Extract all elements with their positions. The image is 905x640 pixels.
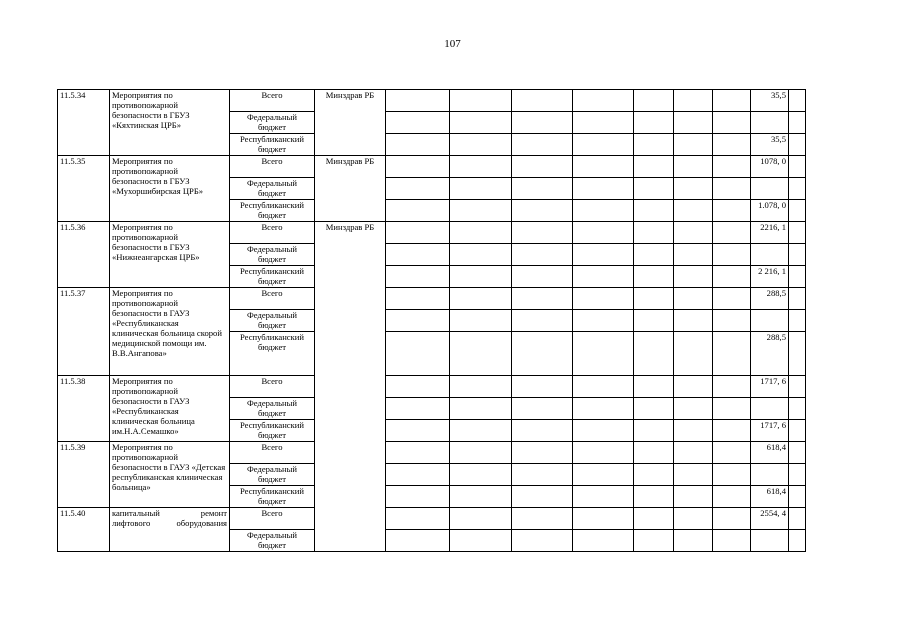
empty-cell <box>674 266 713 288</box>
empty-cell <box>674 530 713 552</box>
empty-cell <box>450 200 512 222</box>
empty-cell <box>450 266 512 288</box>
empty-cell <box>386 310 450 332</box>
empty-cell <box>713 200 751 222</box>
empty-cell <box>789 266 806 288</box>
value-cell <box>751 112 789 134</box>
row-code: 11.5.34 <box>58 90 110 156</box>
empty-cell <box>789 420 806 442</box>
empty-cell <box>713 90 751 112</box>
funding-source: Республиканский бюджет <box>230 266 315 288</box>
funding-source: Всего <box>230 376 315 398</box>
value-cell <box>751 464 789 486</box>
empty-cell <box>512 420 573 442</box>
row-code: 11.5.40 <box>58 508 110 552</box>
empty-cell <box>713 288 751 310</box>
table-row <box>58 222 806 244</box>
executor: Минздрав РБ <box>315 90 386 156</box>
funding-source: Республиканский бюджет <box>230 134 315 156</box>
funding-source: Республиканский бюджет <box>230 486 315 508</box>
value-cell: 1.078, 0 <box>751 200 789 222</box>
empty-cell <box>674 310 713 332</box>
value-cell: 35,5 <box>751 90 789 112</box>
empty-cell <box>674 332 713 376</box>
empty-cell <box>386 376 450 398</box>
empty-cell <box>573 244 634 266</box>
empty-cell <box>573 266 634 288</box>
empty-cell <box>573 200 634 222</box>
value-cell: 2554, 4 <box>751 508 789 530</box>
empty-cell <box>713 222 751 244</box>
empty-cell <box>674 486 713 508</box>
value-cell: 1078, 0 <box>751 156 789 178</box>
empty-cell <box>674 134 713 156</box>
empty-cell <box>674 442 713 464</box>
empty-cell <box>713 332 751 376</box>
empty-cell <box>634 266 674 288</box>
empty-cell <box>713 486 751 508</box>
empty-cell <box>512 508 573 530</box>
empty-cell <box>713 112 751 134</box>
empty-cell <box>386 134 450 156</box>
empty-cell <box>450 442 512 464</box>
value-cell: 35,5 <box>751 134 789 156</box>
value-cell: 1717, 6 <box>751 420 789 442</box>
row-code: 11.5.37 <box>58 288 110 376</box>
empty-cell <box>386 398 450 420</box>
table-row <box>58 508 806 530</box>
empty-cell <box>512 530 573 552</box>
executor: Минздрав РБ <box>315 156 386 222</box>
value-cell <box>751 178 789 200</box>
empty-cell <box>634 464 674 486</box>
empty-cell <box>512 288 573 310</box>
empty-cell <box>386 464 450 486</box>
row-code: 11.5.35 <box>58 156 110 222</box>
empty-cell <box>634 508 674 530</box>
empty-cell <box>634 310 674 332</box>
empty-cell <box>634 90 674 112</box>
empty-cell <box>512 266 573 288</box>
empty-cell <box>450 90 512 112</box>
funding-source: Федеральный бюджет <box>230 398 315 420</box>
empty-cell <box>512 90 573 112</box>
value-cell <box>751 310 789 332</box>
empty-cell <box>674 112 713 134</box>
funding-source: Всего <box>230 442 315 464</box>
executor: Минздрав РБ <box>315 222 386 552</box>
value-cell <box>751 530 789 552</box>
empty-cell <box>512 134 573 156</box>
empty-cell <box>450 288 512 310</box>
funding-source: Всего <box>230 288 315 310</box>
empty-cell <box>789 398 806 420</box>
empty-cell <box>386 530 450 552</box>
empty-cell <box>386 288 450 310</box>
empty-cell <box>512 222 573 244</box>
empty-cell <box>386 156 450 178</box>
empty-cell <box>674 222 713 244</box>
empty-cell <box>512 464 573 486</box>
empty-cell <box>450 112 512 134</box>
empty-cell <box>634 398 674 420</box>
value-cell <box>751 398 789 420</box>
empty-cell <box>386 178 450 200</box>
empty-cell <box>789 464 806 486</box>
empty-cell <box>573 156 634 178</box>
funding-source: Республиканский бюджет <box>230 332 315 376</box>
table-row <box>58 288 806 310</box>
empty-cell <box>674 244 713 266</box>
empty-cell <box>573 310 634 332</box>
funding-source: Федеральный бюджет <box>230 178 315 200</box>
empty-cell <box>789 288 806 310</box>
funding-source: Всего <box>230 156 315 178</box>
empty-cell <box>573 442 634 464</box>
empty-cell <box>573 376 634 398</box>
empty-cell <box>789 178 806 200</box>
empty-cell <box>674 288 713 310</box>
value-cell: 618,4 <box>751 442 789 464</box>
row-code: 11.5.39 <box>58 442 110 508</box>
empty-cell <box>713 376 751 398</box>
empty-cell <box>789 90 806 112</box>
empty-cell <box>674 376 713 398</box>
row-name <box>110 508 230 552</box>
table-row <box>58 90 806 112</box>
empty-cell <box>634 200 674 222</box>
empty-cell <box>634 486 674 508</box>
empty-cell <box>674 90 713 112</box>
row-name-text: Мероприятия по противопожарной безопасности в ГБУЗ «Кяхтинская ЦРБ» <box>112 90 190 130</box>
empty-cell <box>450 464 512 486</box>
empty-cell <box>634 156 674 178</box>
empty-cell <box>573 178 634 200</box>
empty-cell <box>450 398 512 420</box>
empty-cell <box>789 442 806 464</box>
empty-cell <box>450 156 512 178</box>
funding-source: Всего <box>230 508 315 530</box>
empty-cell <box>386 420 450 442</box>
empty-cell <box>512 332 573 376</box>
empty-cell <box>450 486 512 508</box>
empty-cell <box>512 486 573 508</box>
empty-cell <box>713 398 751 420</box>
empty-cell <box>573 530 634 552</box>
empty-cell <box>386 90 450 112</box>
empty-cell <box>386 112 450 134</box>
empty-cell <box>512 310 573 332</box>
empty-cell <box>386 266 450 288</box>
empty-cell <box>713 134 751 156</box>
row-name-text: Мероприятия по противопожарной безопасности в ГАУЗ «Республиканская клиническая больница скорой медицинской помощи им. В.В.Ангапова» <box>112 288 222 358</box>
empty-cell <box>713 464 751 486</box>
empty-cell <box>512 398 573 420</box>
empty-cell <box>789 244 806 266</box>
row-name-text: Мероприятия по противопожарной безопасности в ГАУЗ «Республиканская клиническая больница им.Н.А.Семашко» <box>112 376 195 436</box>
row-name-text: Мероприятия по противопожарной безопасности в ГБУЗ «Мухоршибирская ЦРБ» <box>112 156 204 196</box>
value-cell <box>751 244 789 266</box>
empty-cell <box>450 420 512 442</box>
budget-table <box>57 89 806 552</box>
value-cell: 288,5 <box>751 332 789 376</box>
row-name <box>110 442 230 508</box>
table-row <box>58 376 806 398</box>
empty-cell <box>789 112 806 134</box>
empty-cell <box>789 200 806 222</box>
empty-cell <box>573 134 634 156</box>
empty-cell <box>573 222 634 244</box>
empty-cell <box>573 420 634 442</box>
empty-cell <box>634 178 674 200</box>
empty-cell <box>634 112 674 134</box>
funding-source: Всего <box>230 90 315 112</box>
funding-source: Республиканский бюджет <box>230 420 315 442</box>
table-row <box>58 442 806 464</box>
empty-cell <box>512 244 573 266</box>
empty-cell <box>713 310 751 332</box>
empty-cell <box>713 508 751 530</box>
funding-source: Федеральный бюджет <box>230 464 315 486</box>
empty-cell <box>386 486 450 508</box>
empty-cell <box>713 442 751 464</box>
empty-cell <box>789 156 806 178</box>
empty-cell <box>450 376 512 398</box>
empty-cell <box>386 332 450 376</box>
empty-cell <box>713 530 751 552</box>
empty-cell <box>674 508 713 530</box>
value-cell: 618,4 <box>751 486 789 508</box>
empty-cell <box>789 486 806 508</box>
empty-cell <box>634 442 674 464</box>
empty-cell <box>674 420 713 442</box>
empty-cell <box>634 288 674 310</box>
empty-cell <box>713 156 751 178</box>
page-number: 107 <box>444 38 461 50</box>
row-name-text: капитальный ремонт лифтового оборудования <box>112 508 227 528</box>
empty-cell <box>386 508 450 530</box>
empty-cell <box>450 222 512 244</box>
empty-cell <box>634 376 674 398</box>
empty-cell <box>573 90 634 112</box>
empty-cell <box>573 508 634 530</box>
empty-cell <box>450 530 512 552</box>
empty-cell <box>386 200 450 222</box>
empty-cell <box>386 222 450 244</box>
table-row <box>58 156 806 178</box>
row-name <box>110 90 230 156</box>
empty-cell <box>674 178 713 200</box>
empty-cell <box>450 134 512 156</box>
empty-cell <box>634 222 674 244</box>
empty-cell <box>789 134 806 156</box>
funding-source: Республиканский бюджет <box>230 200 315 222</box>
empty-cell <box>573 332 634 376</box>
funding-source: Федеральный бюджет <box>230 244 315 266</box>
row-name <box>110 288 230 376</box>
empty-cell <box>789 376 806 398</box>
empty-cell <box>634 244 674 266</box>
table-body <box>58 90 806 552</box>
row-code: 11.5.36 <box>58 222 110 288</box>
funding-source: Всего <box>230 222 315 244</box>
empty-cell <box>573 398 634 420</box>
empty-cell <box>512 156 573 178</box>
empty-cell <box>512 442 573 464</box>
empty-cell <box>573 486 634 508</box>
value-cell: 1717, 6 <box>751 376 789 398</box>
empty-cell <box>512 112 573 134</box>
empty-cell <box>713 244 751 266</box>
empty-cell <box>789 222 806 244</box>
empty-cell <box>573 288 634 310</box>
row-name <box>110 156 230 222</box>
empty-cell <box>789 530 806 552</box>
empty-cell <box>674 464 713 486</box>
empty-cell <box>634 420 674 442</box>
empty-cell <box>713 178 751 200</box>
funding-source: Федеральный бюджет <box>230 310 315 332</box>
empty-cell <box>634 134 674 156</box>
empty-cell <box>450 332 512 376</box>
empty-cell <box>573 112 634 134</box>
row-name-text: Мероприятия по противопожарной безопасности в ГБУЗ «Нижнеангарская ЦРБ» <box>112 222 200 262</box>
empty-cell <box>386 244 450 266</box>
empty-cell <box>512 376 573 398</box>
row-name <box>110 222 230 288</box>
empty-cell <box>386 442 450 464</box>
empty-cell <box>512 200 573 222</box>
empty-cell <box>450 244 512 266</box>
empty-cell <box>674 156 713 178</box>
empty-cell <box>674 200 713 222</box>
funding-source: Федеральный бюджет <box>230 112 315 134</box>
empty-cell <box>512 178 573 200</box>
empty-cell <box>713 420 751 442</box>
empty-cell <box>789 310 806 332</box>
row-name <box>110 376 230 442</box>
funding-source: Федеральный бюджет <box>230 530 315 552</box>
empty-cell <box>789 332 806 376</box>
empty-cell <box>450 508 512 530</box>
value-cell: 2 216, 1 <box>751 266 789 288</box>
row-code: 11.5.38 <box>58 376 110 442</box>
value-cell: 2216, 1 <box>751 222 789 244</box>
empty-cell <box>634 530 674 552</box>
row-name-text: Мероприятия по противопожарной безопасности в ГАУЗ «Детская республиканская клиническая больница» <box>112 442 226 492</box>
empty-cell <box>573 464 634 486</box>
empty-cell <box>450 178 512 200</box>
value-cell: 288,5 <box>751 288 789 310</box>
empty-cell <box>634 332 674 376</box>
empty-cell <box>450 310 512 332</box>
empty-cell <box>789 508 806 530</box>
empty-cell <box>713 266 751 288</box>
empty-cell <box>674 398 713 420</box>
